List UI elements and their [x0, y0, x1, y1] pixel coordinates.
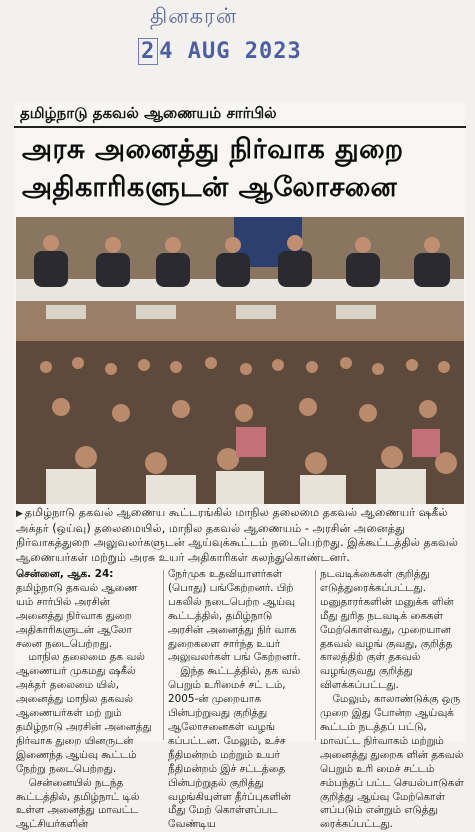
article-body: [16, 568, 466, 831]
publication-date: [138, 38, 302, 65]
headline-line-1: அரசு அனைத்து நிர்வாக துறை: [22, 134, 404, 165]
paragraph: மாநில தலைமை தக வல் ஆணையர் முகமது ஷகீல் அக்தர் தலைமை யில், அனைத்து மாநில தகவல் ஆணையர்கள் மற் றும் தமிழ்நாடு அரசின் அனைத்து நிர்வாக துறை யினருடன் இணைந்த ஆய்வு கூட்டம் நேற்று நடைபெற்றது.: [16, 651, 152, 775]
article-column-2: [168, 568, 310, 832]
meeting-photo-illustration: [16, 217, 464, 504]
photo-caption: [16, 506, 466, 565]
article-column-3: [320, 568, 466, 832]
date-rest: 4 AUG 2023: [159, 39, 302, 64]
paragraph: [16, 568, 158, 651]
caption-arrow-icon: ▶: [16, 509, 23, 519]
column-divider: [163, 570, 164, 740]
paragraph: நேர்முக உதவியாளர்கள் (பொது) பங்கேற்றனர். பிற் பகலில் நடைபெற்ற ஆய்வு கூட்டத்தில், தமிழ்நாடு அரசின் அனைத்து நிர் வாக துறைகளை சார்ந்த உயர் அலுவலர்கள் பங் கேற்றனர்.: [168, 568, 301, 664]
paragraph: நடவடிக்கைகள் குறித்து எடுத்துரைக்கப்பட்டது. மனுதாரர்களின் மனுக்க ளின் மீது துரித நடவடிக் கைகள் மேற்கொள்வது, முறையான தகவல் வழங் குவது, குறித்த காலத்திற் குள் தகவல் வழங்குவது குறித்து விளக்கப்பட்டது.: [320, 568, 454, 692]
top-rule: [14, 126, 466, 128]
meeting-photo: [16, 217, 464, 504]
paragraph: மேலும், காலாண்டுக்கு ஒரு முறை இது போன்ற ஆய்வுக் கூட்டம் நடத்தப் பட்டு, மாவட்ட நிர்வாகம் மற்றும் அனைத்து துறைக ளின் தகவல் பெறும் உரி மைச் சட்டம் சம்பந்தப் பட்ட செயல்பாடுகள் குறித்து ஆய்வு மேற்கொள் ளப்படும் என்றும் எடுத்து ரைக்கப்பட்டது.: [320, 693, 464, 831]
paragraph-text: தமிழ்நாடு தகவல் ஆணை யம் சார்பில் அரசின் அனைத்து நிர்வாக துறை அதிகாரிகளுடன் ஆலோ சனை நடைபெற்றது.: [16, 581, 138, 650]
dateline: சென்னை, ஆக. 24:: [16, 568, 114, 580]
article-column-1: [16, 568, 158, 832]
caption-text: தமிழ்நாடு தகவல் ஆணைய கூட்டரங்கில் மாநில தலைமை தகவல் ஆணையர் ஷகீல் அக்தர் (ஒய்வு) தலைமையில், மாநில தகவல் ஆணையம் - அரசின் அனைத்து நிர்வாகத்துறை அலுவலர்களுடன் ஆய்வுக்கூட்டம் நடைபெற்றது. இக்கூட்டத்தில் தகவல் ஆணையர்கள் மற்றும் அரசு உயர் அதிகாரிகள் கலந்துகொண்டனர்.: [16, 506, 458, 564]
column-divider: [315, 570, 316, 740]
paragraph: சென்னையில் நடந்த கூட்டத்தில், தமிழ்நாட் டில் உள்ள அனைத்து மாவட்ட ஆட்சியர்களின்: [16, 776, 140, 831]
paragraph: இந்த கூட்டத்தில், தக வல் பெறும் உரிமைச் சட் டம், 2005-ன் முறையாக பின்பற்றுவது குறித்து ஆலோசனைகள் வழங் கப்பட்டன. மேலும், உச்ச நீதிமன்றம் மற்றும் உயர் நீதிமன்றம் இச் சட்டத்தை பின்பற்றுதல் குறித்து வழங்கியுள்ள தீர்ப்புகளின் மீது மேற் கொள்ளப்பட வேண்டிய: [168, 665, 301, 831]
date-day: 2: [138, 38, 158, 65]
newspaper-stamp: [0, 0, 475, 80]
headline-line-2: அதிகாரிகளுடன் ஆலோசனை: [22, 172, 398, 203]
newspaper-name: தினகரன்: [150, 4, 238, 28]
news-clipping: [14, 102, 466, 831]
article-kicker: தமிழ்நாடு தகவல் ஆணையம் சார்பில்: [20, 104, 277, 122]
